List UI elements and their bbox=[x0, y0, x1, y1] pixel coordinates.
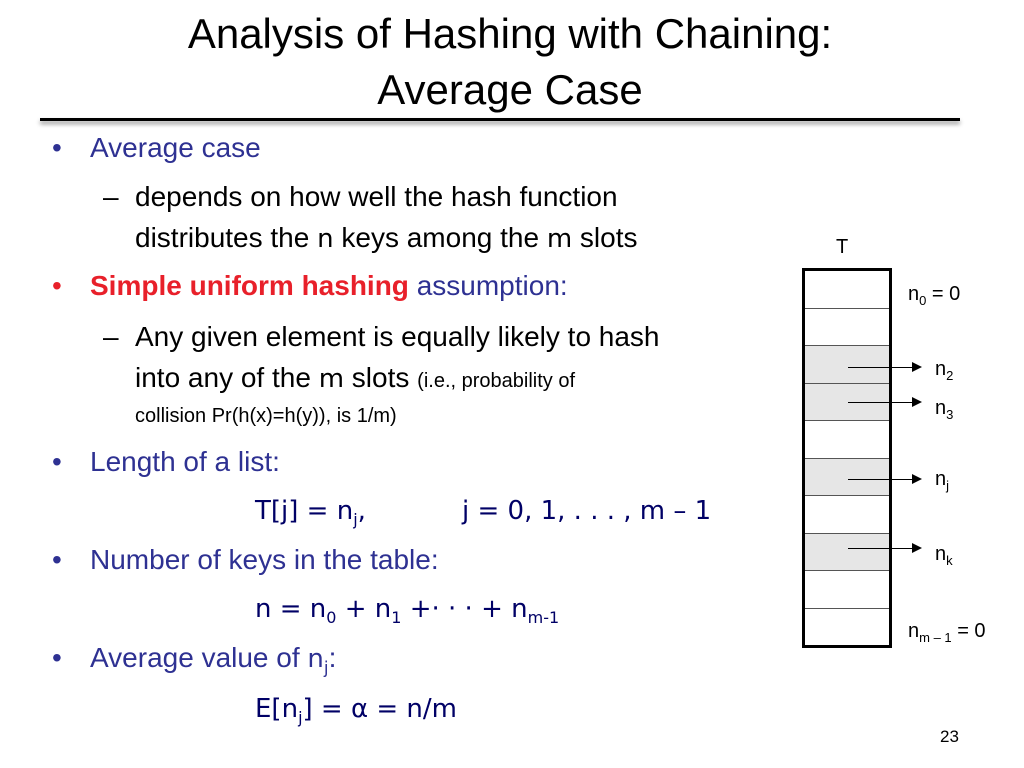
bullet-text: Simple uniform hashing assumption: bbox=[90, 270, 568, 301]
bullet-text: Number of keys in the table: bbox=[90, 544, 439, 575]
label-n3: $n_3$ bbox=[935, 397, 954, 422]
arrow-n2 bbox=[848, 367, 920, 368]
slide-title bbox=[40, 6, 980, 118]
arrow-nj bbox=[848, 479, 920, 480]
sub-bullet-text-line-3: collision Pr(h(x)=h(y)), is 1/m) bbox=[135, 405, 397, 427]
sub-bullet-text-line-1: Any given element is equally likely to hash bbox=[135, 321, 660, 352]
page-number: 23 bbox=[940, 727, 959, 746]
dash-marker: – bbox=[103, 181, 119, 212]
label-n2: $n_2$ bbox=[935, 358, 954, 383]
formula-index-range: j = 0, 1, . . . , m – 1 bbox=[462, 496, 712, 526]
hash-table-slot bbox=[805, 421, 889, 459]
bullet-dot: • bbox=[52, 544, 62, 575]
bullet-dot: • bbox=[52, 132, 62, 163]
arrow-n3 bbox=[848, 402, 920, 403]
bullet-text: Average value of $n_j$: bbox=[90, 642, 337, 678]
hash-table-slot bbox=[805, 309, 889, 347]
hash-table-slot bbox=[805, 571, 889, 609]
hash-table-slot bbox=[805, 459, 889, 497]
arrow-nk bbox=[848, 548, 920, 549]
title-divider bbox=[40, 118, 960, 121]
sub-bullet-text-line-1: depends on how well the hash function bbox=[135, 181, 618, 212]
bullet-dot: • bbox=[52, 642, 62, 673]
hash-table-slot bbox=[805, 346, 889, 384]
bullet-dot: • bbox=[52, 446, 62, 477]
hash-table-slot bbox=[805, 496, 889, 534]
formula-expected-length: $E[n_j] = \alpha = n/m$ bbox=[255, 694, 457, 728]
formula-list-length: $T[j] = n_j$, bbox=[255, 496, 366, 530]
hash-table-slot bbox=[805, 534, 889, 572]
hash-table-label: T bbox=[836, 236, 849, 258]
title-line-1: Analysis of Hashing with Chaining: bbox=[187, 10, 833, 57]
bullet-text: Average case bbox=[90, 132, 261, 163]
label-n0: $n_0 = 0$ bbox=[908, 283, 961, 308]
label-nj: $n_j$ bbox=[935, 468, 950, 493]
hash-table bbox=[802, 268, 892, 648]
hash-table-slot bbox=[805, 609, 889, 646]
bullet-text: Length of a list: bbox=[90, 446, 280, 477]
dash-marker: – bbox=[103, 321, 119, 352]
bullet-dot: • bbox=[52, 270, 62, 301]
formula-total-keys: $n = n_0 + n_1$ +· · · + $n_{m-1}$ bbox=[255, 594, 560, 628]
title-line-2: Average Case bbox=[377, 66, 643, 113]
label-nm-minus-1: $n_{m - 1} = 0$ bbox=[908, 620, 986, 645]
label-nk: $n_k$ bbox=[935, 543, 953, 568]
sub-bullet-text-line-2: distributes the n keys among the m slots bbox=[135, 222, 638, 254]
hash-table-slot bbox=[805, 271, 889, 309]
sub-bullet-text-line-2: into any of the m slots (i.e., probability of bbox=[135, 362, 576, 394]
